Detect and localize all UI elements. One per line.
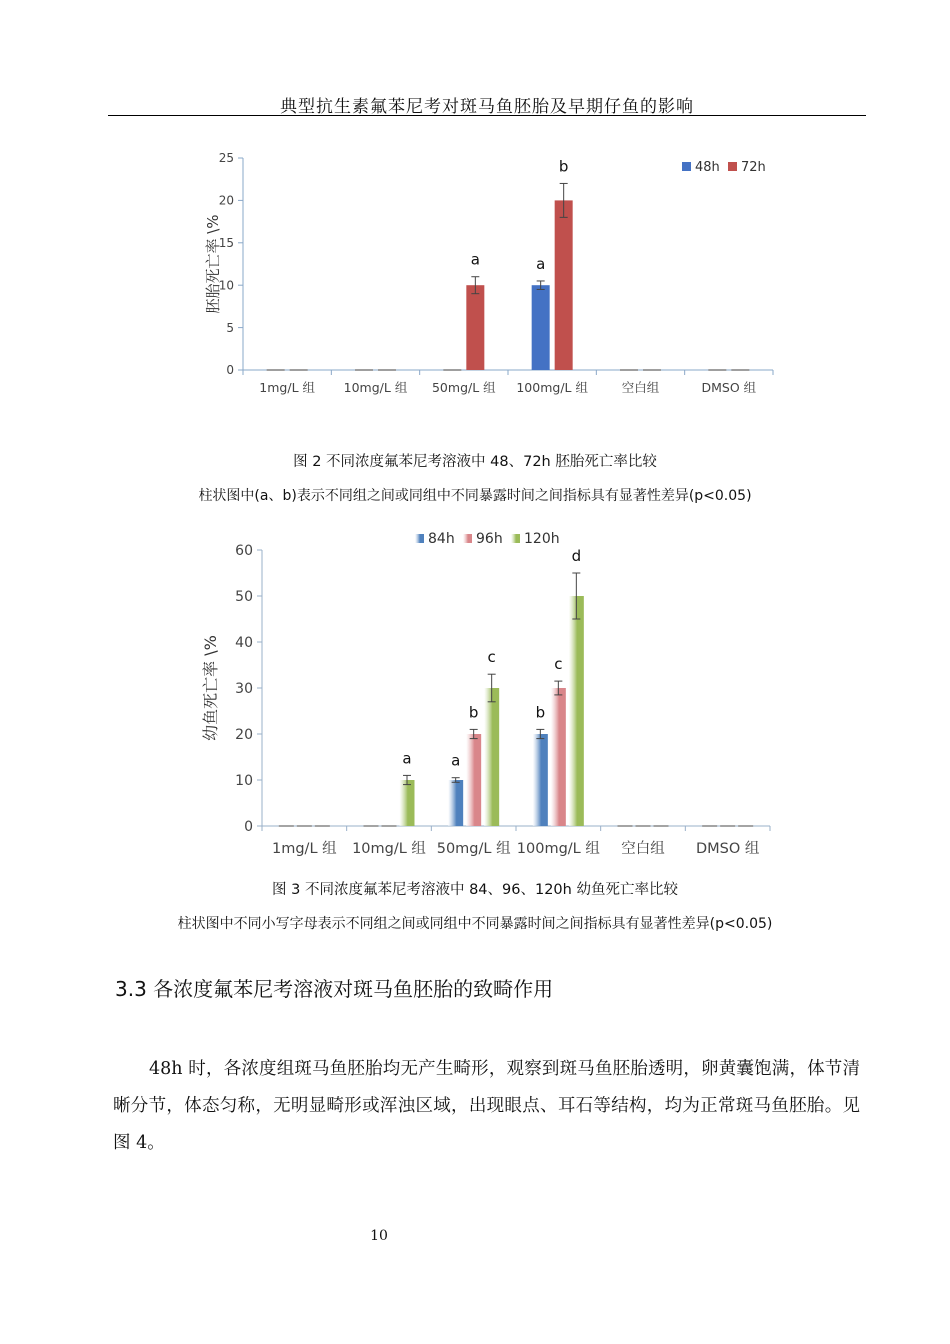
legend-swatch [415, 534, 424, 543]
bar [466, 285, 484, 370]
significance-letter: b [468, 703, 479, 722]
y-tick-label: 0 [226, 363, 234, 378]
legend-label: 96h [476, 531, 503, 547]
figure-3-note: 柱状图中不同小写字母表示不同组之间或同组中不同暴露时间之间指标具有显著性差异(p<0.05) [177, 916, 773, 932]
legend-label: 48h [695, 160, 720, 175]
x-category-label: 10mg/L 组 [352, 841, 426, 857]
y-tick-label: 50 [235, 588, 253, 605]
x-category-label: 50mg/L 组 [431, 380, 496, 395]
x-category-label: 100mg/L 组 [516, 380, 588, 395]
bar [400, 780, 415, 826]
x-category-label: 50mg/L 组 [436, 841, 511, 857]
bar [532, 285, 550, 370]
x-category-label: DMSO 组 [701, 380, 757, 395]
y-tick-label: 15 [218, 236, 234, 250]
y-tick-label: 5 [226, 320, 234, 335]
bar [533, 734, 548, 826]
significance-letter: b [535, 703, 546, 722]
figure-2-caption: 图 2 不同浓度氟苯尼考溶液中 48、72h 胚胎死亡率比较 [293, 454, 657, 470]
y-tick-label: 60 [235, 542, 253, 559]
x-category-label: 空白组 [621, 380, 660, 395]
bar [466, 734, 481, 826]
legend-swatch [728, 162, 737, 171]
legend-label: 84h [428, 531, 455, 547]
significance-letter: a [470, 250, 480, 269]
x-category-label: 1mg/L 组 [259, 380, 316, 395]
significance-letter: b [558, 157, 569, 176]
legend-swatch [463, 534, 472, 543]
bar [569, 596, 584, 826]
embryo-mortality-chart [204, 151, 773, 395]
significance-letter: a [402, 749, 412, 768]
significance-letter: a [451, 751, 461, 770]
y-axis-label: 幼鱼死亡率 \% [201, 635, 220, 741]
significance-letter: a [536, 254, 546, 273]
y-tick-label: 10 [218, 278, 234, 293]
larva-mortality-chart [201, 531, 770, 857]
legend-label: 72h [741, 160, 766, 175]
y-tick-label: 0 [244, 818, 253, 835]
significance-letter: c [487, 648, 496, 667]
page-number: 10 [370, 1228, 388, 1244]
running-header: 典型抗生素氟苯尼考对斑马鱼胚胎及早期仔鱼的影响 [280, 97, 694, 117]
y-tick-label: 20 [235, 726, 253, 743]
x-category-label: 100mg/L 组 [516, 841, 600, 857]
x-category-label: 空白组 [621, 841, 665, 857]
significance-letter: c [554, 655, 563, 674]
significance-letter: d [571, 547, 582, 565]
bar [555, 200, 573, 370]
bar [551, 688, 566, 826]
y-tick-label: 40 [235, 634, 253, 651]
legend-swatch [511, 534, 520, 543]
y-tick-label: 10 [235, 772, 253, 789]
y-tick-label: 20 [218, 193, 234, 208]
y-tick-label: 30 [235, 680, 253, 697]
legend-swatch [682, 162, 691, 171]
bar [448, 780, 463, 826]
x-category-label: 1mg/L 组 [272, 841, 337, 857]
legend-label: 120h [524, 531, 560, 547]
bar [484, 688, 499, 826]
section-heading: 3.3 各浓度氟苯尼考溶液对斑马鱼胚胎的致畸作用 [115, 977, 554, 1001]
y-tick-label: 25 [218, 151, 234, 166]
body-paragraph: 48h 时，各浓度组斑马鱼胚胎均无产生畸形，观察到斑马鱼胚胎透明，卵黄囊饱满，体节清晰分节，体态匀称，无明显畸形或浑浊区域，出现眼点、耳石等结构，均为正常斑马鱼胚胎。见图 4。 [113, 1059, 860, 1153]
x-category-label: DMSO 组 [695, 841, 760, 857]
figure-2-note: 柱状图中(a、b)表示不同组之间或同组中不同暴露时间之间指标具有显著性差异(p<0.05) [198, 488, 752, 504]
x-category-label: 10mg/L 组 [343, 380, 408, 395]
figure-3-caption: 图 3 不同浓度氟苯尼考溶液中 84、96、120h 幼鱼死亡率比较 [272, 882, 678, 898]
y-axis-label: 胚胎死亡率 \% [204, 214, 222, 314]
